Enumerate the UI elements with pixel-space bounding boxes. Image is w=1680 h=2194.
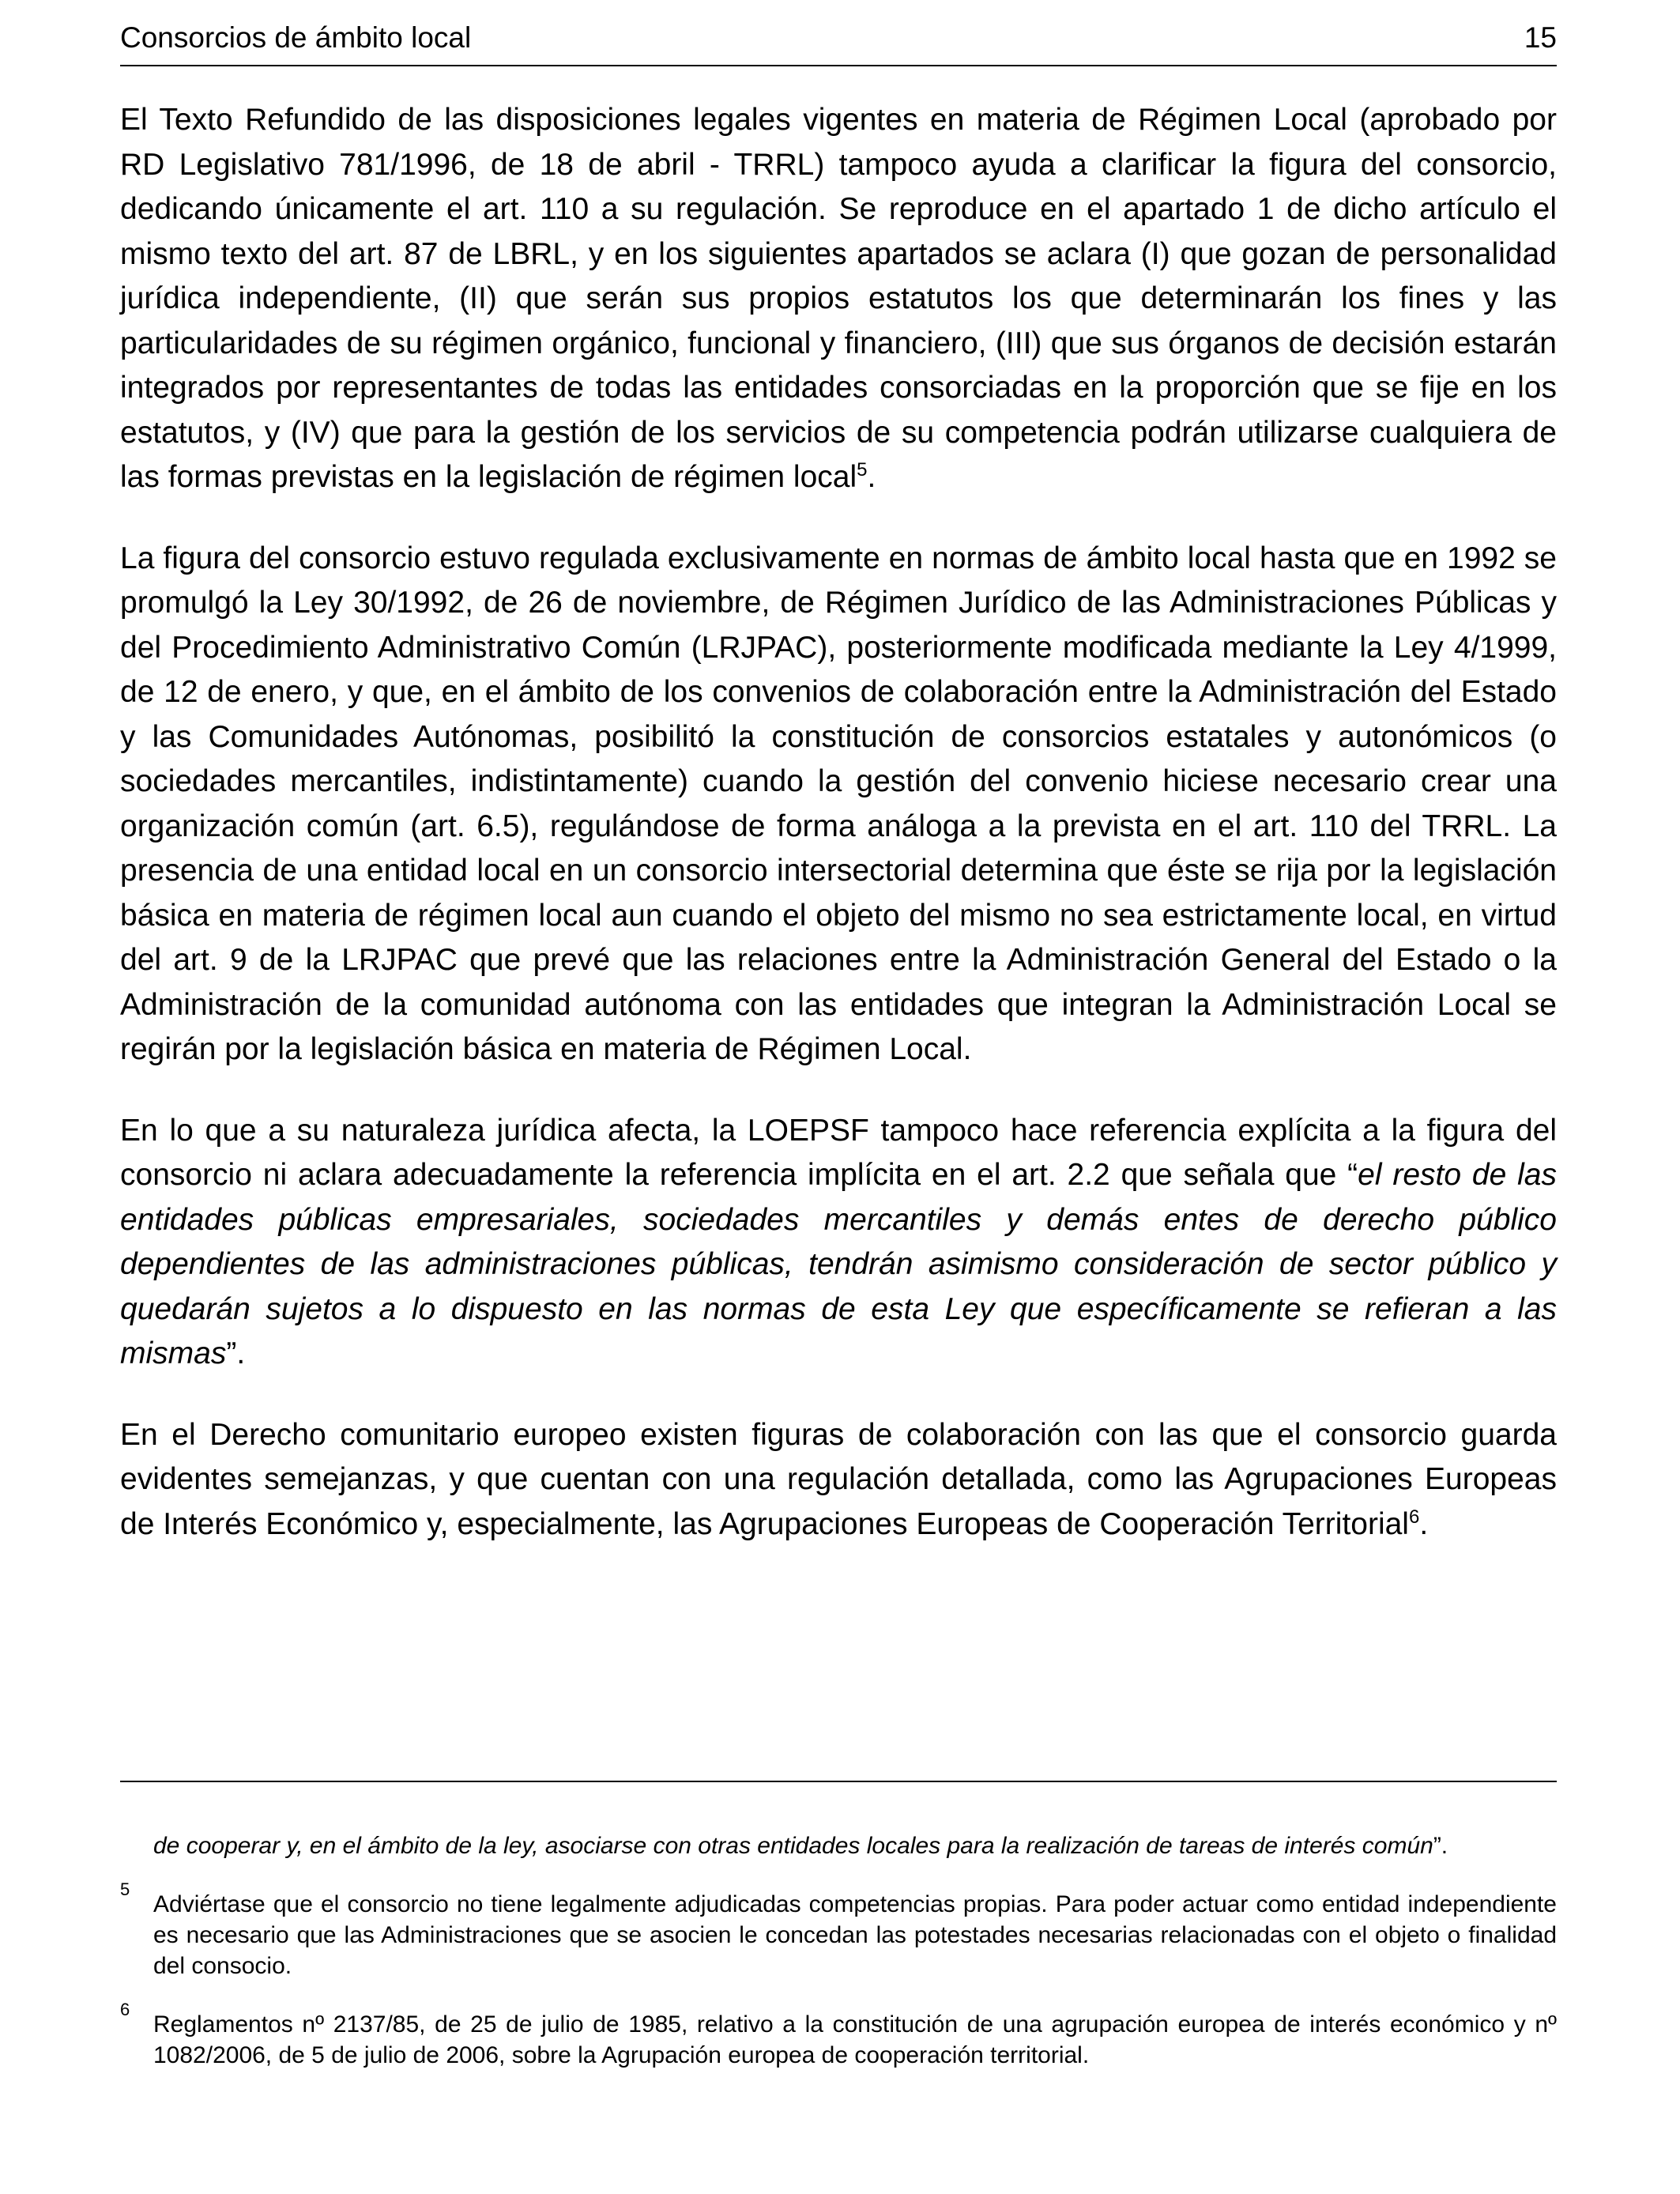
footnote-6-text: Reglamentos nº 2137/85, de 25 de julio de 1985, relativo a la constitución de una agrupación europea de interés económico y nº 1082/2006, de 5 de julio de 2006, sobre la Agrupación europea de cooperación territorial. [153, 2011, 1557, 2068]
paragraph-2-text: La figura del consorcio estuvo regulada exclusivamente en normas de ámbito local hasta que en 1992 se promulgó la Ley 30/1992, de 26 de noviembre, de Régimen Jurídico de las Administraciones Públicas y del Procedimiento Administrativo Común (LRJPAC), posteriormente modificada mediante la Ley 4/1999, de 12 de enero, y que, en el ámbito de los convenios de colaboración entre la Administración del Estado y las Comunidades Autónomas, posibilitó la constitución de consorcios estatales y autonómicos (o sociedades mercantiles, indistintamente) cuando la gestión del convenio hiciese necesario crear una organización común (art. 6.5), regulándose de forma análoga a la prevista en el art. 110 del TRRL. La presencia de una entidad local en un consorcio intersectorial determina que éste se rija por la legislación básica en materia de régimen local aun cuando el objeto del mismo no sea estrictamente local, en virtud del art. 9 de la LRJPAC que prevé que las relaciones entre la Administración General del Estado o la Administración de la comunidad autónoma con las entidades que integran la Administración Local se regirán por la legislación básica en materia de Régimen Local. [120, 541, 1557, 1066]
footnote-6 [120, 2000, 1557, 2071]
footnote-continuation-end: ”. [1433, 1833, 1448, 1859]
footnote-5-number: 5 [120, 1879, 130, 1899]
paragraph-3-end: ”. [226, 1336, 246, 1370]
running-header [120, 19, 1557, 66]
paragraph-3-quote: el resto de las entidades públicas empresariales, sociedades mercantiles y demás entes de derecho público dependientes de las administraciones públicas, tendrán asimismo consideración de sector público y quedarán sujetos a lo dispuesto en las normas de esta Ley que específicamente se refieran a las mismas [120, 1158, 1557, 1370]
footnotes [120, 1830, 1557, 2098]
page-number: 15 [1524, 21, 1557, 54]
paragraph-1 [120, 98, 1557, 500]
footnote-6-number: 6 [120, 2000, 130, 2019]
paragraph-2 [120, 537, 1557, 1072]
paragraph-3 [120, 1109, 1557, 1377]
footnote-continuation [120, 1830, 1557, 1861]
header-title: Consorcios de ámbito local [120, 21, 472, 54]
paragraph-3-text: En lo que a su naturaleza jurídica afecta, la LOEPSF tampoco hace referencia explícita a la figura del consorcio ni aclara adecuadamente la referencia implícita en el art. 2.2 que señala que “ [120, 1113, 1557, 1192]
paragraph-1-end: . [867, 460, 876, 494]
paragraph-4-text: En el Derecho comunitario europeo existen figuras de colaboración con las que el consorcio guarda evidentes semejanzas, y que cuentan con una regulación detallada, como las Agrupaciones Europeas de Interés Económico y, especialmente, las Agrupaciones Europeas de Cooperación Territorial [120, 1417, 1557, 1541]
body-text [120, 98, 1557, 1547]
footnote-5 [120, 1879, 1557, 1981]
paragraph-4 [120, 1413, 1557, 1547]
footnote-ref-6[interactable]: 6 [1408, 1506, 1420, 1528]
paragraph-4-end: . [1419, 1506, 1429, 1541]
paragraph-1-text: El Texto Refundido de las disposiciones legales vigentes en materia de Régimen Local (aprobado por RD Legislativo 781/1996, de 18 de abril - TRRL) tampoco ayuda a clarificar la figura del consorcio, dedicando únicamente el art. 110 a su regulación. Se reproduce en el apartado 1 de dicho artículo el mismo texto del art. 87 de LBRL, y en los siguientes apartados se aclara (I) que gozan de personalidad jurídica independiente, (II) que serán sus propios estatutos los que determinarán los fines y las particularidades de su régimen orgánico, funcional y financiero, (III) que sus órganos de decisión estarán integrados por representantes de todas las entidades consorciadas en la proporción que se fije en los estatutos, y (IV) que para la gestión de los servicios de su competencia podrán utilizarse cualquiera de las formas previstas en la legislación de régimen local [120, 103, 1557, 494]
footnote-separator [120, 1781, 1557, 1782]
footnote-continuation-text: de cooperar y, en el ámbito de la ley, asociarse con otras entidades locales para la realización de tareas de interés común [153, 1833, 1433, 1859]
footnote-ref-5[interactable]: 5 [857, 459, 868, 481]
footnote-5-text: Adviértase que el consorcio no tiene legalmente adjudicadas competencias propias. Para poder actuar como entidad independiente es necesario que las Administraciones que se asocien le concedan las potestades necesarias relacionadas con el objeto o finalidad del consocio. [153, 1891, 1557, 1979]
